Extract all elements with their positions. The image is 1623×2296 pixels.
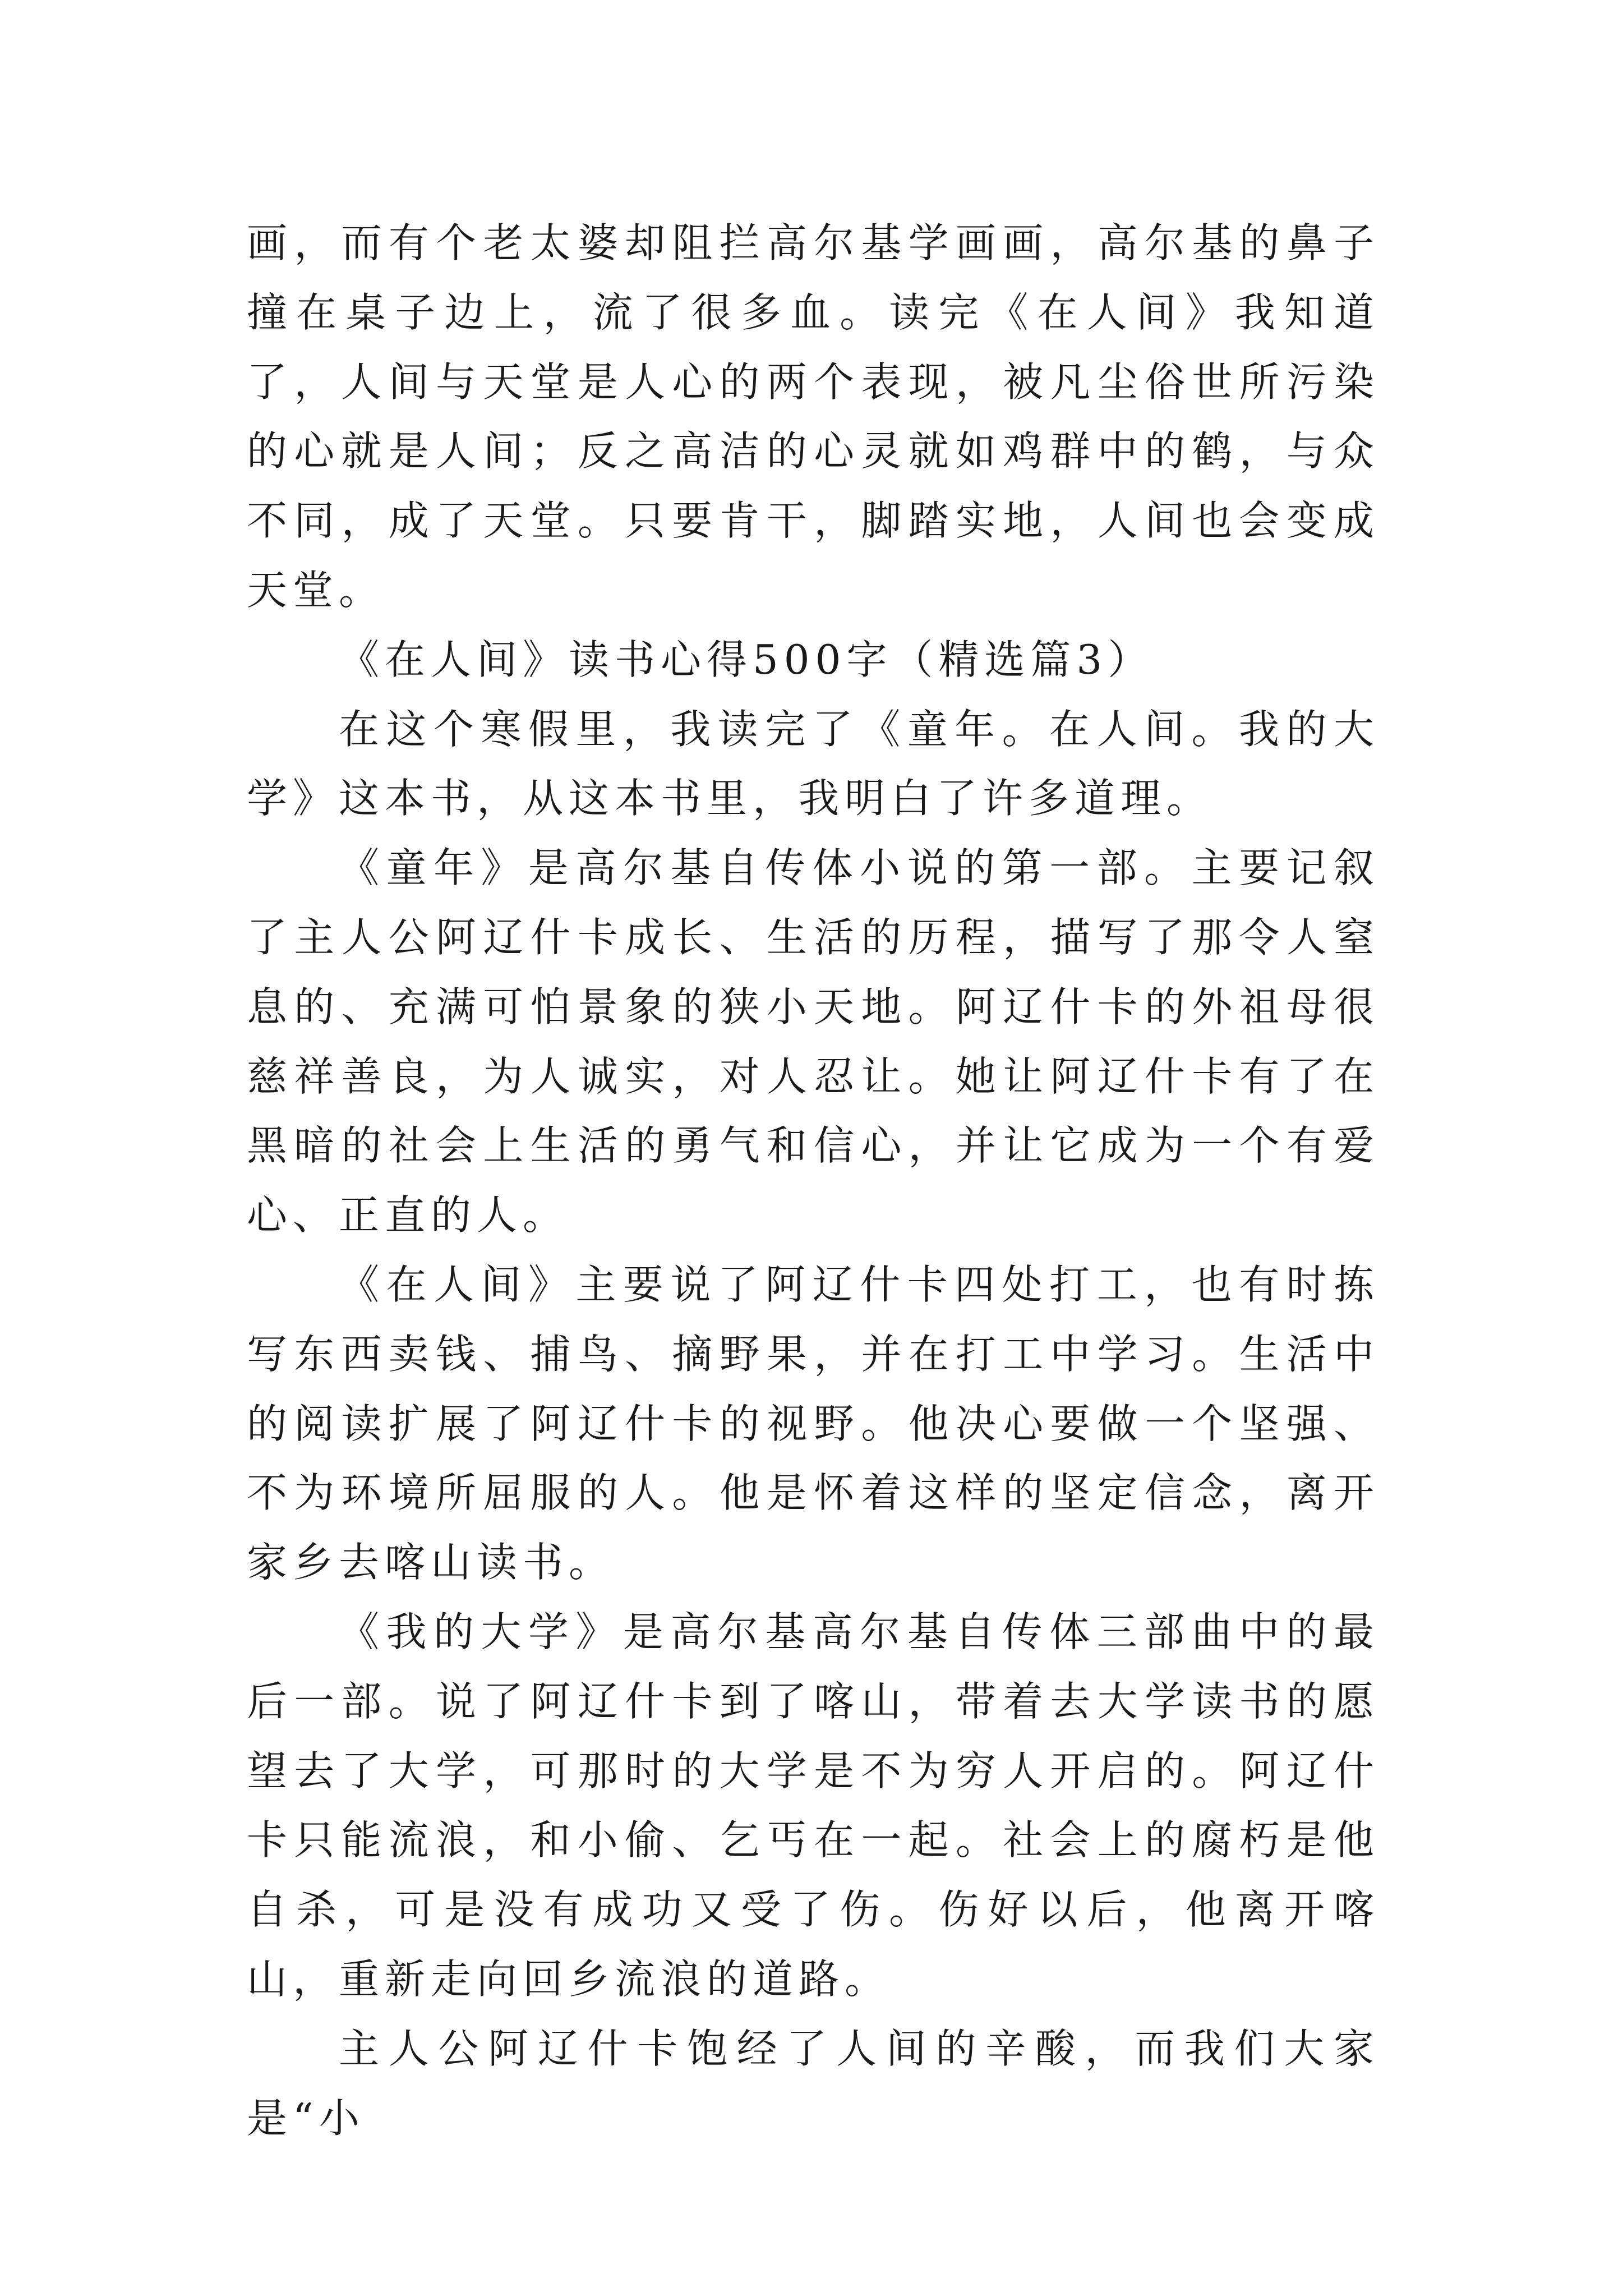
paragraph-intro: 在这个寒假里，我读完了《童年。在人间。我的大学》这本书，从这本书里，我明白了许多道理。 — [247, 705, 1380, 822]
document-body — [247, 209, 1380, 2153]
paragraph-closing: 主人公阿辽什卡饱经了人间的辛酸，而我们大家是“小 — [247, 2024, 1380, 2142]
paragraph-in-the-world: 《在人间》主要说了阿辽什卡四处打工，也有时拣写东西卖钱、捕鸟、摘野果，并在打工中学习。生活中的阅读扩展了阿辽什卡的视野。他决心要做一个坚强、不为环境所屈服的人。他是怀着这样的坚定信念，离开家乡去喀山读书。 — [247, 1260, 1380, 1586]
paragraph-childhood: 《童年》是高尔基自传体小说的第一部。主要记叙了主人公阿辽什卡成长、生活的历程，描写了那令人窒息的、充满可怕景象的狭小天地。阿辽什卡的外祖母很慈祥善良，为人诚实，对人忍让。她让阿辽什卡有了在黑暗的社会上生活的勇气和信心，并让它成为一个有爱心、正直的人。 — [247, 844, 1380, 1239]
paragraph-continuation: 画，而有个老太婆却阻拦高尔基学画画，高尔基的鼻子撞在桌子边上，流了很多血。读完《在人间》我知道了，人间与天堂是人心的两个表现，被凡尘俗世所污染的心就是人间；反之高洁的心灵就如鸡群中的鹤，与众不同，成了天堂。只要肯干，脚踏实地，人间也会变成天堂。 — [247, 219, 1380, 614]
paragraph-my-universities: 《我的大学》是高尔基高尔基自传体三部曲中的最后一部。说了阿辽什卡到了喀山，带着去大学读书的愿望去了大学，可那时的大学是不为穷人开启的。阿辽什卡只能流浪，和小偷、乞丐在一起。社会上的腐朽是他自杀，可是没有成功又受了伤。伤好以后，他离开喀山，重新走向回乡流浪的道路。 — [247, 1608, 1380, 2003]
section-heading: 《在人间》读书心得500字（精选篇3） — [339, 636, 1154, 683]
